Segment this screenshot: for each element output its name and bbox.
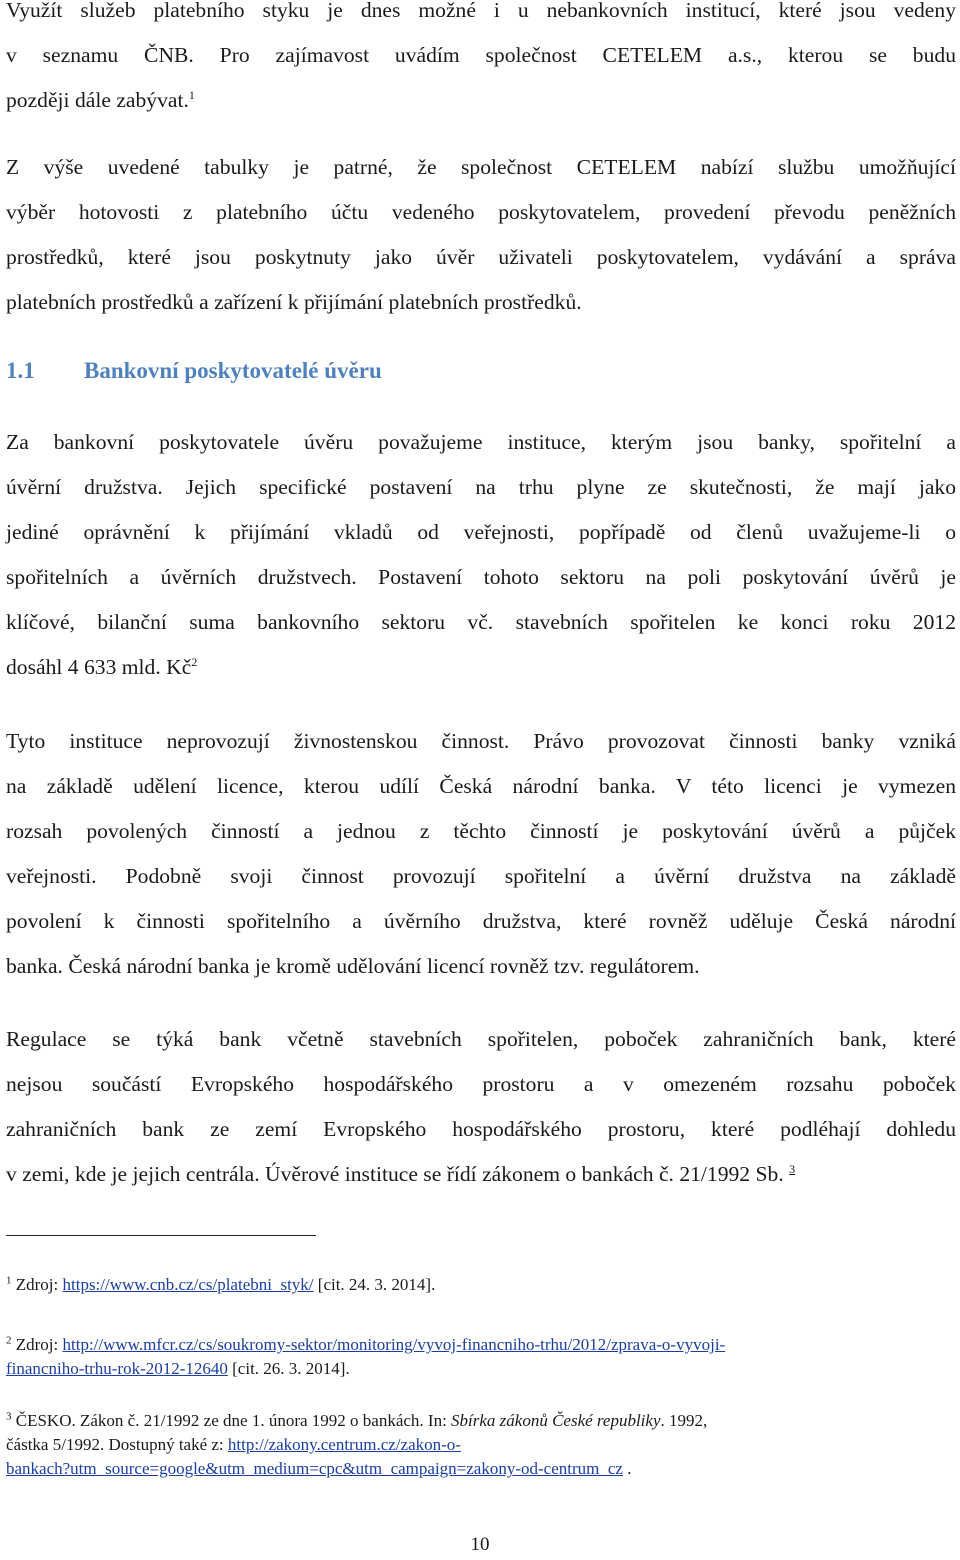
text-line: prostředků, které jsou poskytnuty jako úvěr uživateli poskytovatelem, vydávání a správa (6, 245, 956, 269)
footnote-3 (6, 1409, 956, 1481)
text-line: veřejnosti. Podobně svoji činnost provozují spořitelní a úvěrní družstva na základě (6, 864, 956, 888)
footnote-text: částka 5/1992. Dostupný také z: (6, 1435, 228, 1454)
text-line: zahraničních bank ze zemí Evropského hospodářského prostoru, které podléhají dohledu (6, 1117, 956, 1141)
paragraph-licence (6, 719, 956, 989)
text-line (6, 645, 956, 690)
footnote-1 (6, 1273, 956, 1297)
text-line-content: dosáhl 4 633 mld. Kč (6, 655, 192, 679)
section-heading (6, 351, 382, 391)
section-number: 1.1 (6, 358, 35, 383)
footnote-text: Zdroj: (15, 1275, 63, 1294)
text-line (6, 78, 956, 123)
text-line: Z výše uvedené tabulky je patrné, že společnost CETELEM nabízí službu umožňující (6, 155, 956, 179)
text-line-content: v zemi, kde je jejich centrála. Úvěrové instituce se řídí zákonem o bankách č. 21/1992 Sb. (6, 1162, 784, 1186)
footnote-text: Zdroj: (15, 1335, 63, 1354)
text-line: výběr hotovosti z platebního účtu vedeného poskytovatelem, provedení převodu peněžních (6, 200, 956, 224)
footnote-link[interactable]: http://www.mfcr.cz/cs/soukromy-sektor/monitoring/vyvoj-financniho-trhu/2012/zprava-o-vyvoji- (62, 1335, 726, 1354)
text-line (6, 1152, 956, 1197)
footnote-ref-3[interactable]: 3 (789, 1161, 796, 1176)
paragraph-bankovni-poskytovatele (6, 420, 956, 690)
footnote-text: [cit. 24. 3. 2014]. (313, 1275, 436, 1294)
text-line-content: později dále zabývat. (6, 88, 189, 112)
text-line: rozsah povolených činností a jednou z těchto činností je poskytování úvěrů a půjček (6, 819, 956, 843)
footnote-text: . 1992, (660, 1411, 708, 1430)
footnote-source-title: Sbírka zákonů České republiky (451, 1411, 661, 1430)
footnote-ref-1[interactable]: 1 (188, 87, 195, 102)
footnote-text: [cit. 26. 3. 2014]. (227, 1359, 350, 1378)
footnote-link[interactable]: https://www.cnb.cz/cs/platebni_styk/ (62, 1275, 314, 1294)
text-line: na základě udělení licence, kterou udílí Česká národní banka. V této licenci je vymezen (6, 774, 956, 798)
footnote-link[interactable]: financniho-trhu-rok-2012-12640 (6, 1359, 228, 1378)
footnote-mark: 2 (6, 1334, 12, 1347)
footnote-separator (6, 1235, 316, 1236)
footnote-2 (6, 1333, 956, 1381)
text-line: Využít služeb platebního styku je dnes možné i u nebankovních institucí, které jsou vedeny (6, 0, 956, 22)
paragraph-regulace (6, 1017, 956, 1197)
text-line: platebních prostředků a zařízení k přijímání platebních prostředků. (6, 290, 582, 314)
text-line: spořitelních a úvěrních družstvech. Postavení tohoto sektoru na poli poskytování úvěrů je (6, 565, 956, 589)
text-line: Tyto instituce neprovozují živnostenskou činnost. Právo provozovat činnosti banky vzniká (6, 729, 956, 753)
paragraph-cetelem-sluzby (6, 145, 956, 325)
footnote-link[interactable]: bankach?utm_source=google&utm_medium=cpc&utm_campaign=zakony-od-centrum_cz (6, 1459, 623, 1478)
text-line: úvěrní družstva. Jejich specifické postavení na trhu plyne ze skutečnosti, že mají jako (6, 475, 956, 499)
text-line: Za bankovní poskytovatele úvěru považujeme instituce, kterým jsou banky, spořitelní a (6, 430, 956, 454)
text-line: povolení k činnosti spořitelního a úvěrního družstva, které rovněž uděluje Česká národní (6, 909, 956, 933)
footnote-link[interactable]: http://zakony.centrum.cz/zakon-o- (227, 1435, 461, 1454)
page-number: 10 (470, 1534, 490, 1555)
text-line: v seznamu ČNB. Pro zajímavost uvádím společnost CETELEM a.s., kterou se budu (6, 43, 956, 67)
paragraph-platebni-styk (6, 0, 956, 123)
text-line: jediné oprávnění k přijímání vkladů od veřejnosti, popřípadě od členů uvažujeme-li o (6, 520, 956, 544)
text-line: Regulace se týká bank včetně stavebních spořitelen, poboček zahraničních bank, které (6, 1027, 956, 1051)
footnote-ref-2[interactable]: 2 (191, 654, 198, 669)
section-title: Bankovní poskytovatelé úvěru (84, 358, 382, 383)
text-line: klíčové, bilanční suma bankovního sektoru vč. stavebních spořitelen ke konci roku 2012 (6, 610, 956, 634)
footnote-text: . (622, 1459, 632, 1478)
text-line: nejsou součástí Evropského hospodářského prostoru a v omezeném rozsahu poboček (6, 1072, 956, 1096)
text-line: banka. Česká národní banka je kromě udělování licencí rovněž tzv. regulátorem. (6, 954, 700, 978)
footnote-mark: 3 (6, 1410, 12, 1423)
footnote-mark: 1 (6, 1274, 12, 1287)
footnote-text: ČESKO. Zákon č. 21/1992 ze dne 1. února 1992 o bankách. In: (15, 1411, 452, 1430)
